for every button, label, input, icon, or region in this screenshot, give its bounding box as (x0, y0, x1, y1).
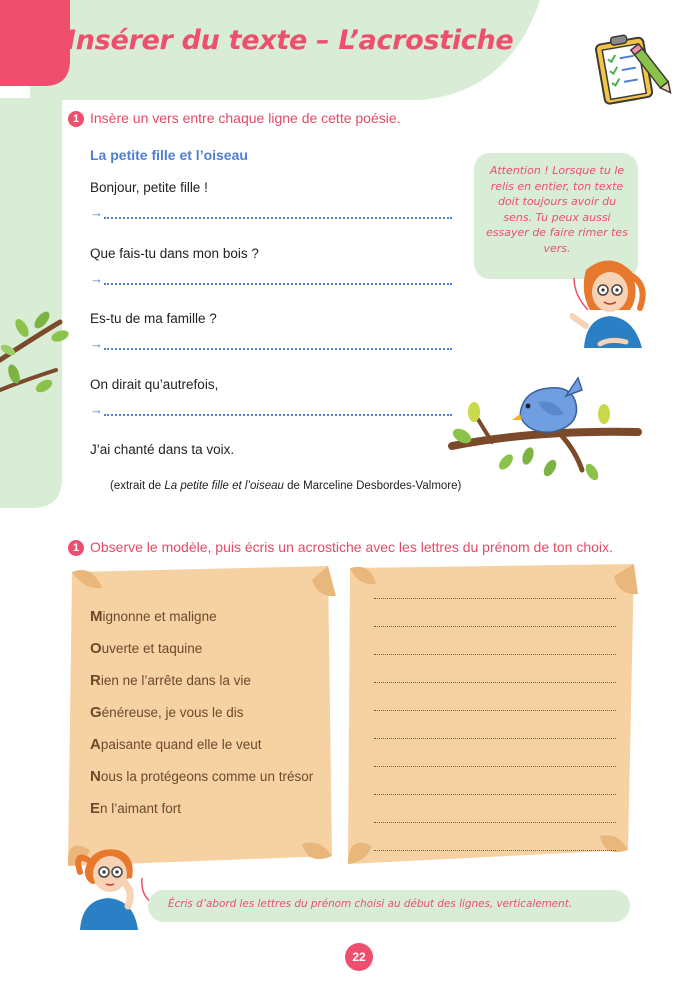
dotted-writing-line (104, 348, 452, 350)
acrostic-line: Nous la protégeons comme un trésor (90, 768, 314, 785)
acrostic-writing-line[interactable] (374, 766, 616, 767)
acrostic-line: Mignonne et maligne (90, 608, 217, 625)
poem-line: J’ai chanté dans ta voix. (90, 442, 235, 457)
acrostic-writing-line[interactable] (374, 738, 616, 739)
answer-line-3[interactable] (90, 336, 452, 353)
poem-source: (extrait de La petite fille et l’oiseau de Marceline Desbordes-Valmore) (110, 480, 462, 492)
tip-speech-text: Attention ! Lorsque tu le relis en entier, ton texte doit toujours avoir du sens. Tu peux aussi essayer de faire rimer tes vers. (486, 164, 628, 255)
dotted-writing-line (104, 283, 452, 285)
acrostic-line: En l’aimant fort (90, 800, 182, 817)
arrow-right-icon: → (90, 271, 103, 286)
acrostic-writing-line[interactable] (374, 626, 616, 627)
acrostic-line: Ouverte et taquine (90, 640, 203, 657)
poem-title: La petite fille et l’oiseau (90, 147, 248, 163)
poem-line: Que fais-tu dans mon bois ? (90, 246, 259, 261)
answer-line-1[interactable] (90, 205, 452, 222)
dotted-writing-line (104, 217, 452, 219)
answer-line-2[interactable] (90, 271, 452, 288)
page-title: Insérer du texte – L’acrostiche (66, 25, 514, 56)
acrostic-writing-line[interactable] (374, 654, 616, 655)
poem-line: Es-tu de ma famille ? (90, 311, 217, 326)
acrostic-writing-line[interactable] (374, 794, 616, 795)
tip-text: Écris d’abord les lettres du prénom choisi au début des lignes, verticalement. (168, 898, 573, 910)
left-branch-illustration (0, 300, 72, 400)
page-number-badge: 22 (345, 943, 373, 971)
acrostic-line: Généreuse, je vous le dis (90, 704, 244, 721)
exercise2-instruction: Observe le modèle, puis écris un acrostiche avec les lettres du prénom de ton choix. (90, 539, 613, 555)
clipboard-checklist-icon (588, 30, 674, 106)
poem-line: On dirait qu’autrefois, (90, 377, 219, 392)
exercise-number-badge: 1 (68, 540, 84, 556)
exercise-number-badge: 1 (68, 111, 84, 127)
acrostic-writing-line[interactable] (374, 850, 616, 851)
acrostic-writing-line[interactable] (374, 822, 616, 823)
acrostic-writing-line[interactable] (374, 710, 616, 711)
dotted-writing-line (104, 414, 452, 416)
answer-line-4[interactable] (90, 402, 452, 419)
bird-branch-illustration (442, 372, 642, 492)
exercise1-instruction: Insère un vers entre chaque ligne de cette poésie. (90, 110, 401, 126)
arrow-right-icon: → (90, 205, 103, 220)
writing-parchment (342, 560, 642, 872)
acrostic-writing-line[interactable] (374, 682, 616, 683)
acrostic-line: Rien ne l’arrête dans la vie (90, 672, 251, 689)
teacher-girl-illustration (570, 256, 654, 348)
poem-line: Bonjour, petite fille ! (90, 180, 208, 195)
arrow-right-icon: → (90, 336, 103, 351)
acrostic-writing-line[interactable] (374, 598, 616, 599)
acrostic-line: Apaisante quand elle le veut (90, 736, 262, 753)
arrow-right-icon: → (90, 402, 103, 417)
